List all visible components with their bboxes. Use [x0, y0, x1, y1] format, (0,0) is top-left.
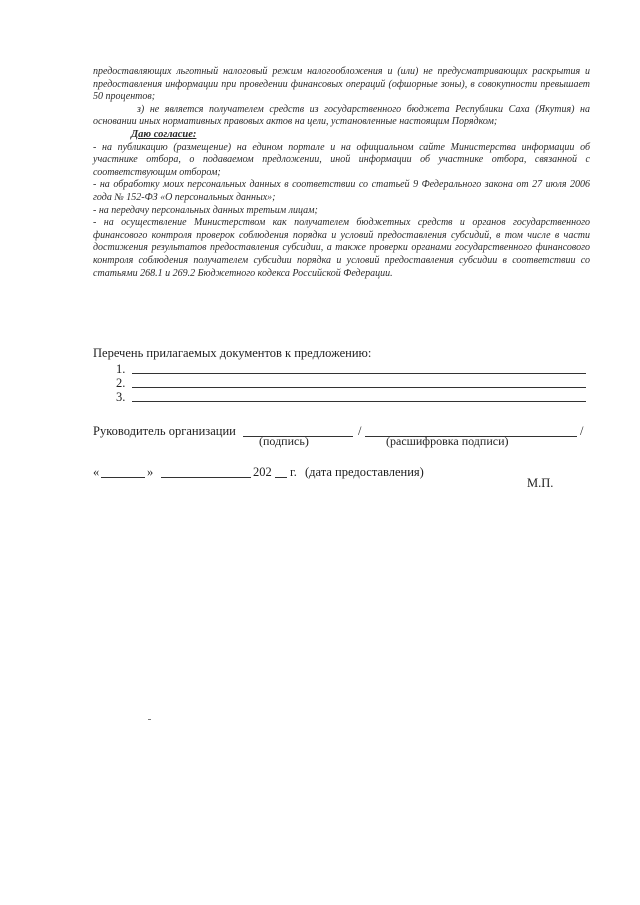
consent-item-third-parties: - на передачу персональных данных третьим лицам;	[93, 204, 318, 216]
year-prefix: 202	[253, 465, 272, 479]
condition-text-funds: з) не является получателем средств из государственного бюджета Республики Саха (Якутия) на основании иных нормативных правовых актов на цели, установленные настоящим Порядком;	[93, 103, 590, 128]
consent-item-personal-data: - на обработку моих персональных данных в соответствии со статьей 9 Федерального закона от 27 июля 2006 года № 152-ФЗ «О персональных данных»;	[93, 179, 590, 203]
consent-item-publication: - на публикацию (размещение) на едином портале и на официальном сайте Министерства информации об участнике отбора, о подаваемом предложении, иной информации об участнике отбора, связанной с соответствующим отбором;	[93, 141, 590, 178]
signature-separator: /	[358, 424, 362, 438]
signature-row	[93, 424, 603, 440]
date-row	[93, 465, 473, 481]
consent-heading: Даю согласие:	[131, 128, 197, 140]
year-line[interactable]	[275, 477, 287, 478]
document-number: 3.	[116, 390, 126, 404]
month-line[interactable]	[161, 477, 251, 478]
conditions-block	[93, 66, 590, 280]
document-entry-2[interactable]	[116, 376, 586, 390]
document-entry-1[interactable]	[116, 362, 586, 376]
document-fill-line[interactable]	[132, 387, 586, 388]
document-number: 1.	[116, 362, 126, 376]
decoding-caption: (расшифровка подписи)	[386, 434, 509, 448]
document-fill-line[interactable]	[132, 373, 586, 374]
document-entry-3[interactable]	[116, 390, 586, 404]
consent-item-inspections: - на осуществление Министерством как получателем бюджетных средств и органов государственного финансового контроля проверок соблюдения порядка и условий предоставления субсидий, в том числе в части достижения результатов предоставления субсидии, а также проверки органами государственного финансового контроля соблюдения получателем субсидии порядка и условий предоставления субсидии в соответствии со статьями 268.1 и 269.2 Бюджетного кодекса Российской Федерации.	[93, 217, 590, 279]
stamp-place: М.П.	[527, 476, 554, 490]
scan-speck	[148, 719, 151, 720]
document-number: 2.	[116, 376, 126, 390]
signature-label: Руководитель организации	[93, 424, 236, 438]
condition-text-offshore: предоставляющих льготный налоговый режим налогообложения и (или) не предусматривающих раскрытия и предоставления информации при проведении финансовых операций (офшорные зоны), в совокупности превышает 50 процентов;	[93, 66, 590, 103]
signature-separator-end: /	[580, 424, 584, 438]
date-open-quote: «	[93, 465, 100, 479]
signature-caption: (подпись)	[259, 434, 309, 448]
day-line[interactable]	[101, 477, 145, 478]
date-close-quote: »	[147, 465, 154, 479]
documents-list-title: Перечень прилагаемых документов к предложению:	[93, 346, 372, 360]
date-caption: (дата предоставления)	[305, 465, 424, 479]
year-suffix: г.	[290, 465, 297, 479]
document-fill-line[interactable]	[132, 401, 586, 402]
